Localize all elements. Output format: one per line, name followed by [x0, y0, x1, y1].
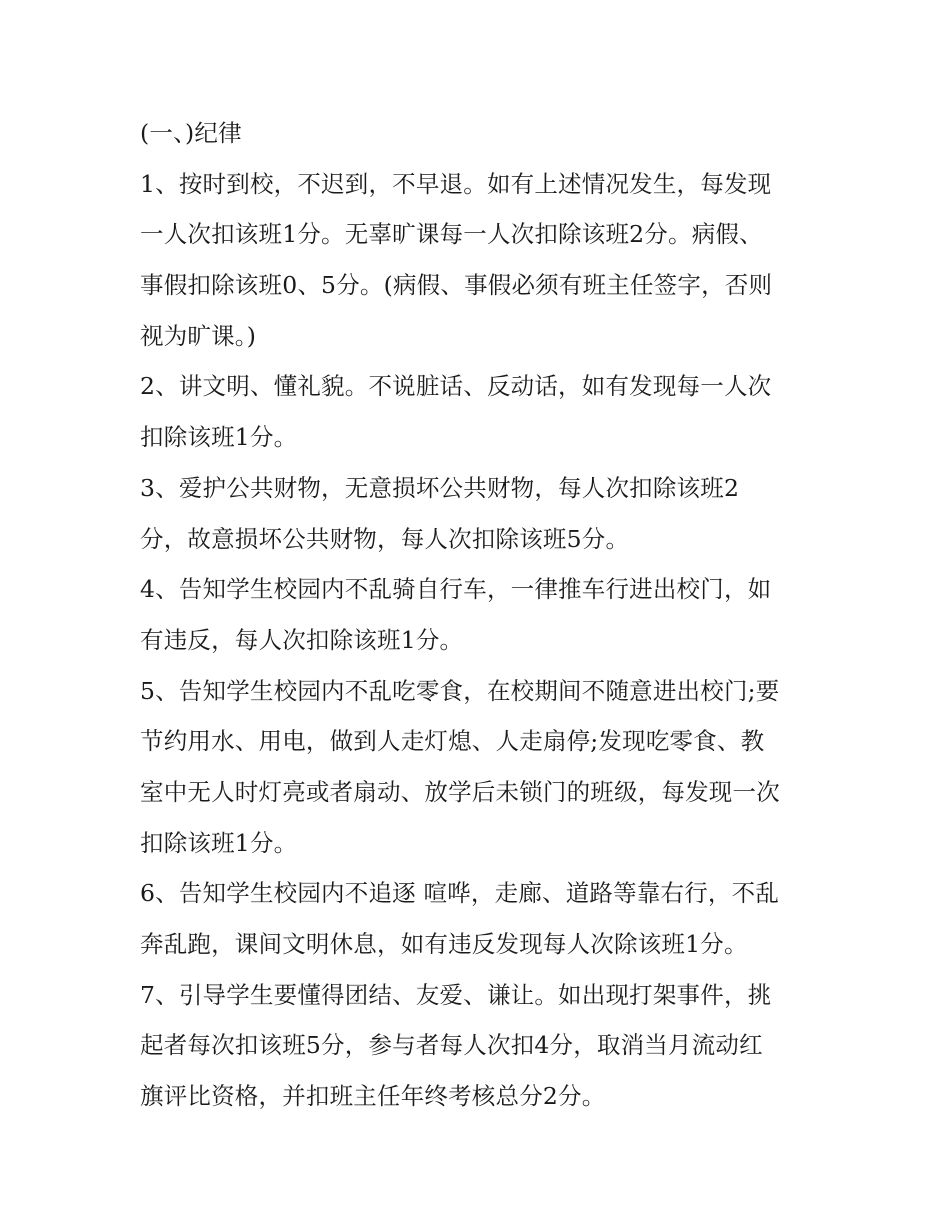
rule-5-line-4: 扣除该班1分。: [140, 828, 298, 857]
rule-7-line-1: 7、引导学生要懂得团结、友爱、谦让。如出现打架事件，挑: [140, 980, 772, 1009]
rule-5-line-1: 5、告知学生校园内不乱吃零食，在校期间不随意进出校门;要: [140, 676, 780, 705]
rule-1-line-4: 视为旷课。): [140, 321, 257, 350]
rule-1-line-3: 事假扣除该班0、5分。(病假、事假必须有班主任签字，否则: [140, 271, 773, 300]
rule-6-line-1: 6、告知学生校园内不追逐 喧哗，走廊、道路等靠右行，不乱: [140, 879, 780, 908]
rule-3-line-2: 分，故意损坏公共财物，每人次扣除该班5分。: [140, 524, 630, 553]
rule-5-line-3: 室中无人时灯亮或者扇动、放学后未锁门的班级，每发现一次: [140, 777, 780, 806]
rule-1-line-2: 一人次扣该班1分。无辜旷课每一人次扣除该班2分。病假、: [140, 220, 763, 249]
rule-1-line-1: 1、按时到校，不迟到，不早退。如有上述情况发生，每发现: [140, 169, 772, 198]
rule-6-line-2: 奔乱跑，课间文明休息，如有违反发现每人次除该班1分。: [140, 930, 748, 958]
rule-7-line-3: 旗评比资格，并扣班主任年终考核总分2分。: [140, 1082, 606, 1111]
rule-4-line-2: 有违反，每人次扣除该班1分。: [140, 625, 464, 654]
rule-7-line-2: 起者每次扣该班5分，参与者每人次扣4分，取消当月流动红: [140, 1031, 763, 1060]
rule-2-line-2: 扣除该班1分。: [140, 423, 298, 452]
document-body: [140, 108, 830, 1122]
rule-4-line-1: 4、告知学生校园内不乱骑自行车，一律推车行进出校门，如: [140, 575, 772, 604]
rule-5-line-2: 节约用水、用电，做到人走灯熄、人走扇停;发现吃零食、教: [140, 727, 765, 756]
rule-2-line-1: 2、讲文明、懂礼貌。不说脏话、反动话，如有发现每一人次: [140, 372, 772, 401]
section-heading: (一、)纪律: [140, 119, 242, 147]
rule-3-line-1: 3、爱护公共财物，无意损坏公共财物，每人次扣除该班2: [140, 473, 740, 502]
